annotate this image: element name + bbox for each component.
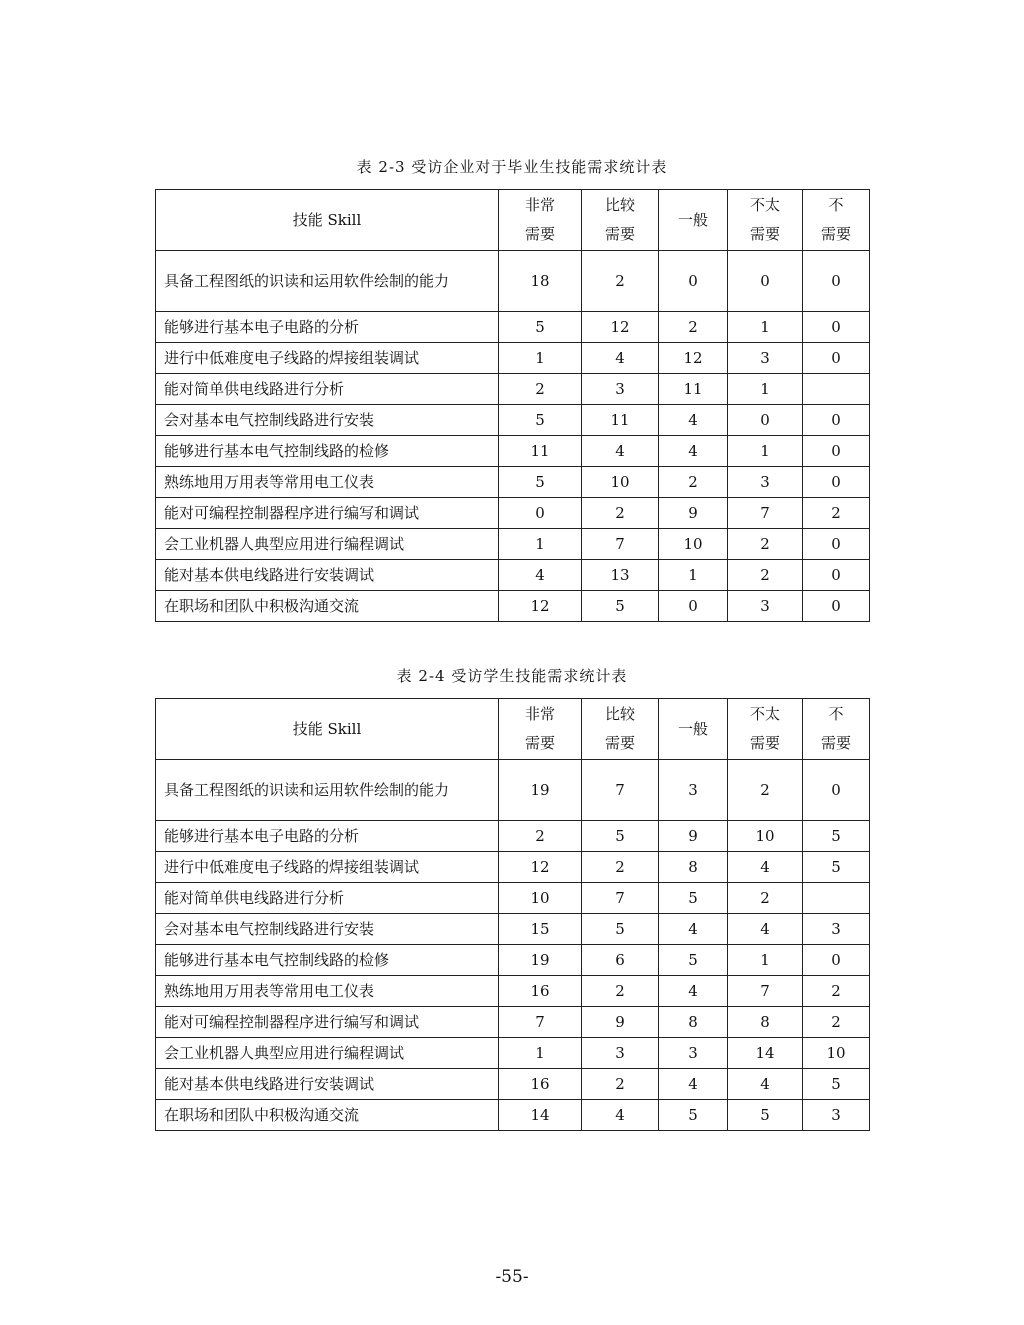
count-cell: [803, 883, 870, 914]
skill-cell: 具备工程图纸的识读和运用软件绘制的能力: [156, 251, 499, 312]
skill-cell: 能对简单供电线路进行分析: [156, 374, 499, 405]
count-cell: 19: [499, 945, 582, 976]
header-level: [582, 190, 659, 251]
count-cell: 0: [803, 405, 870, 436]
count-cell: 5: [659, 945, 728, 976]
skill-cell: 能对可编程控制器程序进行编写和调试: [156, 498, 499, 529]
header-level-line: 非常: [524, 196, 555, 214]
skill-cell: 在职场和团队中积极沟通交流: [156, 591, 499, 622]
count-cell: 2: [803, 976, 870, 1007]
count-cell: 0: [659, 251, 728, 312]
count-cell: 3: [803, 914, 870, 945]
count-cell: 6: [582, 945, 659, 976]
table-row: [156, 560, 870, 591]
count-cell: 4: [582, 1100, 659, 1131]
header-level-line: 一般: [677, 210, 708, 229]
header-level-line: 比较: [604, 705, 635, 723]
table-row: [156, 529, 870, 560]
skill-cell: 能对可编程控制器程序进行编写和调试: [156, 1007, 499, 1038]
count-cell: 4: [659, 405, 728, 436]
count-cell: 11: [582, 405, 659, 436]
header-level-line: 不太: [749, 196, 780, 214]
count-cell: 1: [659, 560, 728, 591]
skill-cell: 能对简单供电线路进行分析: [156, 883, 499, 914]
table-row: [156, 821, 870, 852]
count-cell: 3: [803, 1100, 870, 1131]
count-cell: 2: [659, 467, 728, 498]
count-cell: 5: [582, 591, 659, 622]
count-cell: 1: [728, 436, 803, 467]
count-cell: 5: [499, 312, 582, 343]
count-cell: 3: [659, 760, 728, 821]
header-level: [659, 190, 728, 251]
count-cell: 12: [499, 852, 582, 883]
count-cell: 2: [803, 1007, 870, 1038]
count-cell: 12: [582, 312, 659, 343]
count-cell: 1: [499, 1038, 582, 1069]
count-cell: 0: [803, 945, 870, 976]
count-cell: 5: [499, 405, 582, 436]
skill-cell: 进行中低难度电子线路的焊接组装调试: [156, 852, 499, 883]
header-level-line: 需要: [749, 734, 780, 752]
header-level: [582, 699, 659, 760]
count-cell: 4: [728, 852, 803, 883]
count-cell: 2: [803, 498, 870, 529]
count-cell: 10: [728, 821, 803, 852]
table-row: [156, 1100, 870, 1131]
table-row: [156, 852, 870, 883]
count-cell: 19: [499, 760, 582, 821]
count-cell: 9: [659, 498, 728, 529]
count-cell: 3: [728, 591, 803, 622]
count-cell: 7: [499, 1007, 582, 1038]
header-skill: 技能 Skill: [156, 699, 499, 760]
table-row: [156, 1007, 870, 1038]
header-level-line: 非常: [524, 705, 555, 723]
header-level-line: 需要: [604, 225, 635, 243]
count-cell: 5: [803, 1069, 870, 1100]
count-cell: 7: [728, 498, 803, 529]
count-cell: 2: [582, 498, 659, 529]
count-cell: 11: [499, 436, 582, 467]
count-cell: 0: [803, 436, 870, 467]
table-row: [156, 251, 870, 312]
count-cell: 0: [659, 591, 728, 622]
count-cell: 0: [803, 251, 870, 312]
table-row: [156, 312, 870, 343]
table-row: [156, 436, 870, 467]
count-cell: 4: [728, 1069, 803, 1100]
skill-cell: 会工业机器人典型应用进行编程调试: [156, 529, 499, 560]
count-cell: 4: [499, 560, 582, 591]
count-cell: 5: [582, 914, 659, 945]
skill-cell: 会工业机器人典型应用进行编程调试: [156, 1038, 499, 1069]
count-cell: 2: [659, 312, 728, 343]
count-cell: 7: [728, 976, 803, 1007]
table-row: [156, 976, 870, 1007]
count-cell: 0: [803, 343, 870, 374]
skill-cell: 能够进行基本电气控制线路的检修: [156, 945, 499, 976]
count-cell: 0: [803, 467, 870, 498]
header-level-line: 需要: [524, 734, 555, 752]
count-cell: 8: [659, 1007, 728, 1038]
skill-cell: 能够进行基本电气控制线路的检修: [156, 436, 499, 467]
count-cell: 4: [659, 436, 728, 467]
count-cell: 5: [803, 821, 870, 852]
table-row: [156, 405, 870, 436]
header-level: [499, 190, 582, 251]
count-cell: 13: [582, 560, 659, 591]
count-cell: 2: [582, 852, 659, 883]
count-cell: 2: [582, 251, 659, 312]
count-cell: 5: [499, 467, 582, 498]
table-row: [156, 467, 870, 498]
table-row: [156, 914, 870, 945]
count-cell: 0: [803, 560, 870, 591]
table-row: [156, 498, 870, 529]
count-cell: 2: [728, 529, 803, 560]
header-level: [728, 190, 803, 251]
table-row: [156, 883, 870, 914]
count-cell: 0: [499, 498, 582, 529]
count-cell: 11: [659, 374, 728, 405]
header-level: [803, 699, 870, 760]
count-cell: 16: [499, 1069, 582, 1100]
header-level: [659, 699, 728, 760]
header-row: [156, 699, 870, 760]
count-cell: [803, 374, 870, 405]
count-cell: 1: [728, 312, 803, 343]
count-cell: 4: [659, 976, 728, 1007]
count-cell: 2: [582, 976, 659, 1007]
skill-cell: 能对基本供电线路进行安装调试: [156, 560, 499, 591]
skill-cell: 会对基本电气控制线路进行安装: [156, 914, 499, 945]
table-row: [156, 760, 870, 821]
skill-cell: 熟练地用万用表等常用电工仪表: [156, 467, 499, 498]
count-cell: 1: [499, 529, 582, 560]
table-row: [156, 945, 870, 976]
skill-cell: 能够进行基本电子电路的分析: [156, 312, 499, 343]
skill-cell: 进行中低难度电子线路的焊接组装调试: [156, 343, 499, 374]
count-cell: 7: [582, 760, 659, 821]
skills-table-enterprise: [155, 189, 870, 622]
table-row: [156, 343, 870, 374]
count-cell: 9: [659, 821, 728, 852]
count-cell: 4: [582, 436, 659, 467]
count-cell: 16: [499, 976, 582, 1007]
header-level: [499, 699, 582, 760]
count-cell: 3: [728, 467, 803, 498]
skill-cell: 会对基本电气控制线路进行安装: [156, 405, 499, 436]
header-level-line: 比较: [604, 196, 635, 214]
count-cell: 14: [728, 1038, 803, 1069]
count-cell: 2: [728, 760, 803, 821]
header-level-line: 需要: [820, 225, 851, 243]
header-level-line: 一般: [677, 719, 708, 738]
table-caption-2-4: 表 2-4 受访学生技能需求统计表: [396, 667, 628, 685]
count-cell: 14: [499, 1100, 582, 1131]
header-level-line: 不: [828, 196, 844, 214]
count-cell: 10: [803, 1038, 870, 1069]
count-cell: 4: [728, 914, 803, 945]
count-cell: 4: [659, 914, 728, 945]
count-cell: 3: [582, 1038, 659, 1069]
count-cell: 7: [582, 529, 659, 560]
count-cell: 0: [728, 251, 803, 312]
count-cell: 0: [803, 760, 870, 821]
count-cell: 5: [659, 883, 728, 914]
count-cell: 3: [659, 1038, 728, 1069]
table-row: [156, 374, 870, 405]
count-cell: 8: [728, 1007, 803, 1038]
header-level-line: 需要: [524, 225, 555, 243]
count-cell: 1: [728, 374, 803, 405]
count-cell: 1: [499, 343, 582, 374]
count-cell: 4: [582, 343, 659, 374]
count-cell: 2: [582, 1069, 659, 1100]
count-cell: 2: [728, 883, 803, 914]
count-cell: 15: [499, 914, 582, 945]
table-row: [156, 1069, 870, 1100]
skills-table-students: [155, 698, 870, 1131]
header-level-line: 需要: [604, 734, 635, 752]
count-cell: 8: [659, 852, 728, 883]
header-level: [728, 699, 803, 760]
skill-cell: 在职场和团队中积极沟通交流: [156, 1100, 499, 1131]
count-cell: 0: [728, 405, 803, 436]
skill-cell: 能够进行基本电子电路的分析: [156, 821, 499, 852]
count-cell: 2: [499, 374, 582, 405]
count-cell: 2: [728, 560, 803, 591]
page-number: -55-: [495, 1267, 529, 1287]
count-cell: 10: [499, 883, 582, 914]
count-cell: 2: [499, 821, 582, 852]
header-level: [803, 190, 870, 251]
count-cell: 0: [803, 591, 870, 622]
count-cell: 1: [728, 945, 803, 976]
count-cell: 5: [582, 821, 659, 852]
skill-cell: 具备工程图纸的识读和运用软件绘制的能力: [156, 760, 499, 821]
count-cell: 0: [803, 312, 870, 343]
table-row: [156, 591, 870, 622]
header-level-line: 需要: [820, 734, 851, 752]
count-cell: 5: [728, 1100, 803, 1131]
count-cell: 0: [803, 529, 870, 560]
count-cell: 12: [659, 343, 728, 374]
skill-cell: 能对基本供电线路进行安装调试: [156, 1069, 499, 1100]
header-level-line: 不太: [749, 705, 780, 723]
count-cell: 4: [659, 1069, 728, 1100]
count-cell: 9: [582, 1007, 659, 1038]
count-cell: 10: [582, 467, 659, 498]
count-cell: 12: [499, 591, 582, 622]
count-cell: 3: [582, 374, 659, 405]
table-caption-2-3: 表 2-3 受访企业对于毕业生技能需求统计表: [356, 158, 668, 176]
header-skill: 技能 Skill: [156, 190, 499, 251]
header-level-line: 不: [828, 705, 844, 723]
header-level-line: 需要: [749, 225, 780, 243]
skill-cell: 熟练地用万用表等常用电工仪表: [156, 976, 499, 1007]
count-cell: 18: [499, 251, 582, 312]
count-cell: 3: [728, 343, 803, 374]
count-cell: 5: [803, 852, 870, 883]
count-cell: 5: [659, 1100, 728, 1131]
table-row: [156, 1038, 870, 1069]
count-cell: 7: [582, 883, 659, 914]
header-row: [156, 190, 870, 251]
count-cell: 10: [659, 529, 728, 560]
